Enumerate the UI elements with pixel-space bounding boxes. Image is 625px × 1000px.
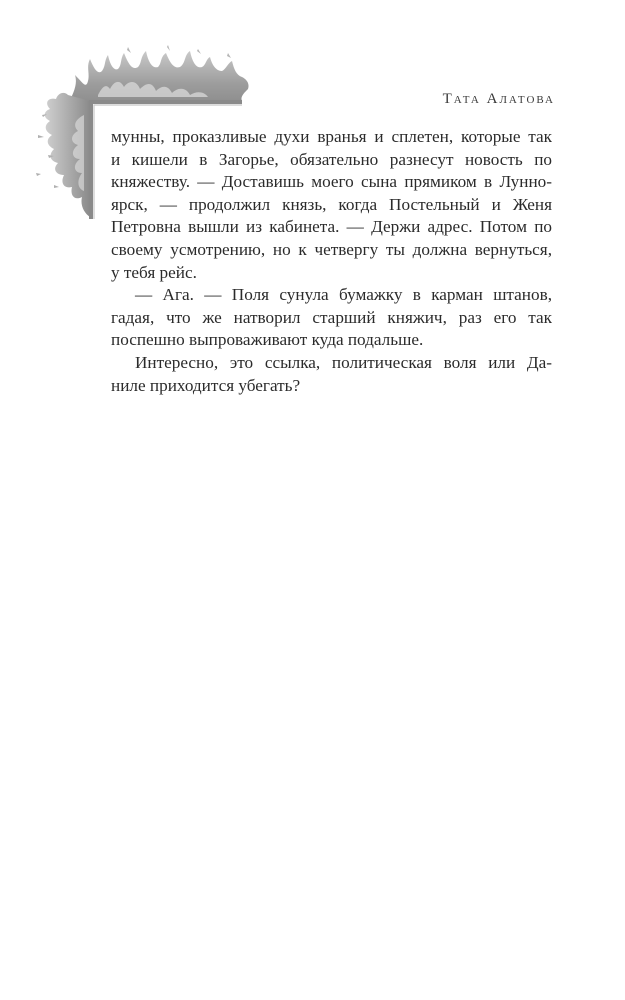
text-line: ярск, — продолжил князь, когда Постельный и Женя (111, 194, 552, 214)
body-text (111, 126, 552, 397)
paragraph-2 (111, 284, 552, 352)
paragraph-3 (111, 352, 552, 397)
text-line: своему усмотрению, но к четвергу ты должна вернуться, (111, 239, 552, 259)
text-line: Петровна вышли из кабинета. — Держи адрес. Потом по (111, 217, 552, 237)
text-line: — Ага. — Поля сунула бумажку в карман штанов, (135, 285, 552, 305)
text-line: ниле приходится убегать? (111, 375, 301, 395)
text-line: поспешно выпроваживают куда подальше. (111, 330, 424, 350)
text-line: Интересно, это ссылка, политическая воля или Да- (135, 352, 552, 372)
text-line: и кишели в Загорье, обязательно разнесут новость по (111, 149, 552, 169)
text-line: у тебя рейс. (111, 262, 197, 282)
text-line: княжеству. — Доставишь моего сына прямиком в Лунно- (111, 172, 552, 192)
paragraph-1 (111, 126, 552, 284)
text-line: гадая, что же натворил старший княжич, раз его так (111, 307, 552, 327)
text-line: мунны, проказливые духи вранья и сплетен, которые так (111, 127, 552, 146)
running-head-author: Тата Алатова (442, 91, 555, 107)
